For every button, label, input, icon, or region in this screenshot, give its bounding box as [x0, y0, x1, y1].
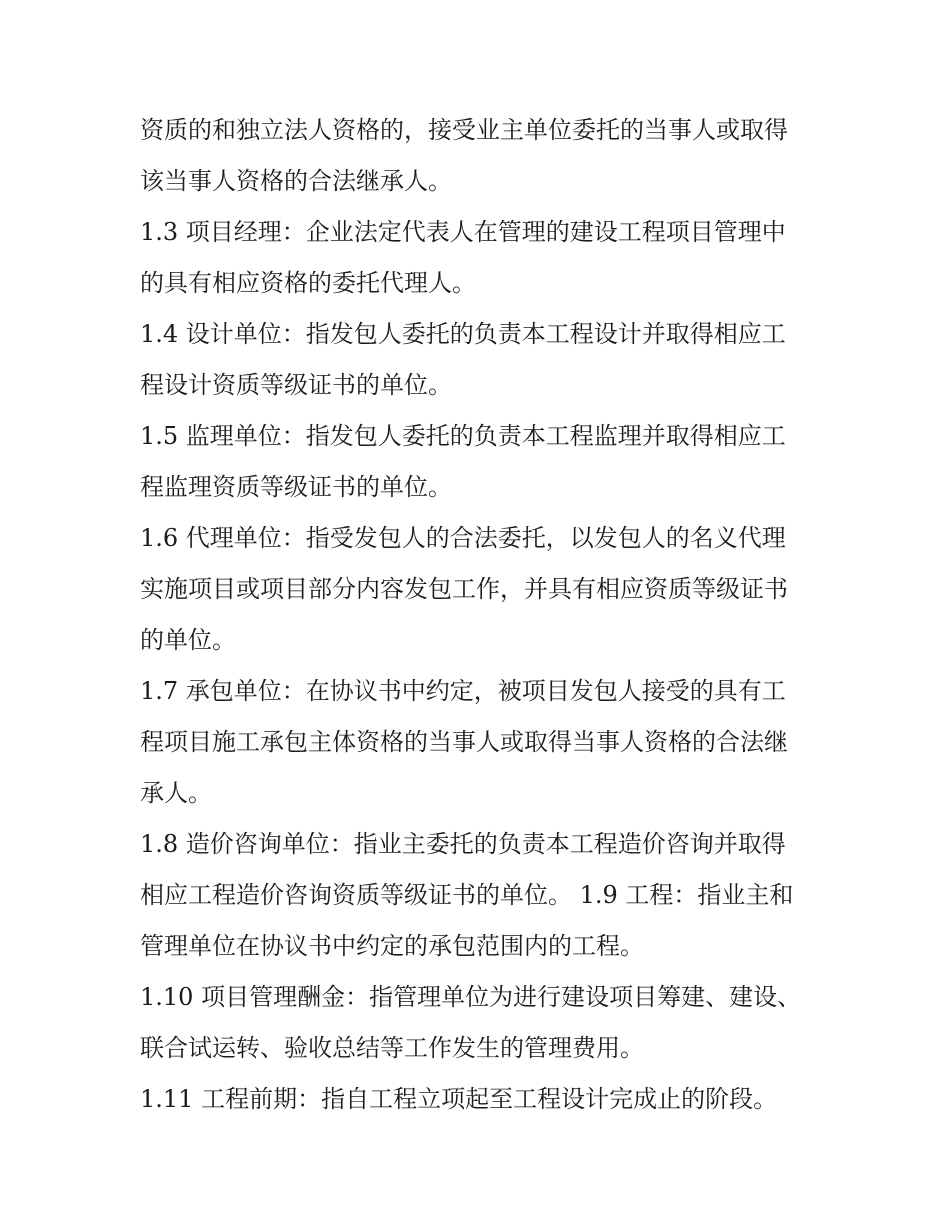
text-line: 1.3 项目经理：企业法定代表人在管理的建设工程项目管理中: [140, 218, 786, 246]
text-line: 1.5 监理单位：指发包人委托的负责本工程监理并取得相应工: [140, 422, 786, 450]
text-line: 程项目施工承包主体资格的当事人或取得当事人资格的合法继: [140, 728, 788, 756]
text-line: 程设计资质等级证书的单位。: [140, 371, 452, 399]
text-line: 1.4 设计单位：指发包人委托的负责本工程设计并取得相应工: [140, 320, 786, 348]
text-line: 相应工程造价咨询资质等级证书的单位。 1.9 工程：指业主和: [140, 881, 794, 909]
text-line: 联合试运转、验收总结等工作发生的管理费用。: [140, 1034, 644, 1062]
text-line: 1.10 项目管理酬金：指管理单位为进行建设项目筹建、建设、: [140, 983, 802, 1011]
text-line: 1.8 造价咨询单位：指业主委托的负责本工程造价咨询并取得: [140, 830, 786, 858]
text-line: 1.6 代理单位：指受发包人的合法委托，以发包人的名义代理: [140, 524, 786, 552]
text-line: 1.11 工程前期：指自工程立项起至工程设计完成止的阶段。: [140, 1085, 778, 1113]
text-line: 承人。: [140, 779, 212, 807]
text-line: 的单位。: [140, 626, 236, 654]
text-line: 资质的和独立法人资格的，接受业主单位委托的当事人或取得: [140, 116, 788, 144]
text-line: 实施项目或项目部分内容发包工作，并具有相应资质等级证书: [140, 575, 788, 603]
text-line: 的具有相应资格的委托代理人。: [140, 269, 476, 297]
text-line: 程监理资质等级证书的单位。: [140, 473, 452, 501]
document-body: [140, 105, 820, 1125]
text-line: 1.7 承包单位：在协议书中约定，被项目发包人接受的具有工: [140, 677, 786, 705]
text-line: 管理单位在协议书中约定的承包范围内的工程。: [140, 932, 644, 960]
text-line: 该当事人资格的合法继承人。: [140, 167, 452, 195]
